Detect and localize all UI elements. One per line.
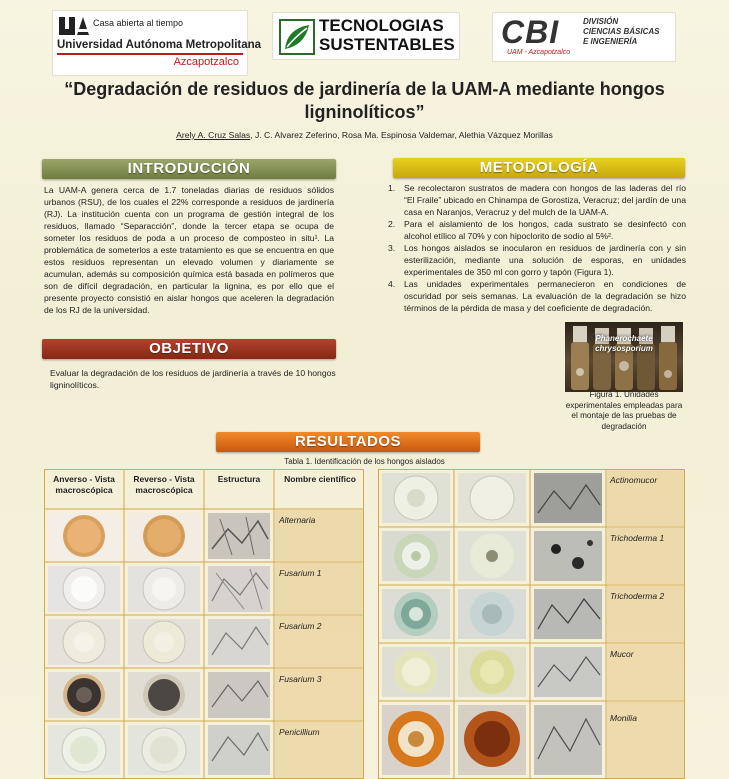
tec-line2: SUSTENTABLES <box>319 35 455 54</box>
intro-heading: INTRODUCCIÓN <box>42 159 336 179</box>
objetivo-text: Evaluar la degradación de los residuos de jardinería a través de 10 hongos ligninolíticos. <box>50 368 336 390</box>
table-row-name: Penicillium <box>279 727 320 737</box>
col-header-estructura: Estructura <box>217 474 261 484</box>
title-line2: ligninolíticos” <box>304 102 425 122</box>
bottles-image <box>565 322 683 392</box>
uam-logo <box>52 10 262 76</box>
results-table-right <box>378 469 685 779</box>
poster-title <box>0 78 729 124</box>
results-table-left <box>44 469 364 779</box>
list-item: 2. Para el aislamiento de los hongos, cada sustrato se desinfectó con alcohol etílico al 70% y con hipoclorito de sodio al 5%². <box>388 219 686 241</box>
table-row-name: Trichoderma 1 <box>610 533 665 543</box>
table-row-name: Fusarium 2 <box>279 621 322 631</box>
authors <box>0 130 729 140</box>
author-main: Arely A. Cruz Salas <box>176 130 251 140</box>
uam-emblem-icon <box>57 15 93 37</box>
uam-tagline: Casa abierta al tiempo <box>93 18 184 28</box>
table-row-name: Alternaria <box>279 515 316 525</box>
list-item: 1. Se recolectaron sustratos de madera con hongos de las laderas del río “El Fraile” ubicado en Chinampa de Gorostiza, Veracruz; del jardín de una casa en Naranjos, Veracruz y del mulch de la UAM-A. <box>388 183 686 217</box>
intro-text: La UAM-A genera cerca de 1.7 toneladas diarias de residuos sólidos urbanos (RSU), de los cuales el 22% corresponde a residuos de jardinería (RJ). La institución cuenta con un programa de gestión integral de los residuos, llamado “Separacción”, donde la tercer etapa se ocupa de someter los residuos de poda a un proceso de composteo in situ¹. La problemática de someterlos a este tratamiento es que se encuentra en que estos residuos representan un elevado volumen y diariamente se acumulan, además su composición química está basada en polímeros que son de difícil degradación, en particular la lignina, es por ello que el presente proyecto consistió en aislar hongos que aceleren la degradación de los RJ de la universidad. <box>44 185 334 315</box>
leaf-icon <box>279 19 315 55</box>
table-row-name: Trichoderma 2 <box>610 591 665 601</box>
metodologia-list <box>388 182 686 314</box>
photo-label-1: Phanerochaete <box>595 334 653 343</box>
authors-rest: , J. C. Alvarez Zeferino, Rosa Ma. Espinosa Valdemar, Alethia Vázquez Morillas <box>250 130 553 140</box>
table-row-name: Fusarium 3 <box>279 674 322 684</box>
uam-divider <box>57 53 243 55</box>
table-row-name: Mucor <box>610 649 634 659</box>
uam-name: Universidad Autónoma Metropolitana <box>57 39 262 51</box>
uam-campus: Azcapotzalco <box>173 56 239 68</box>
cbi-mark: CBI <box>501 14 560 50</box>
cbi-logo <box>492 12 676 62</box>
figure-caption: Figura 1. Unidades experimentales empleadas para el montaje de las pruebas de degradación <box>565 390 683 431</box>
col-header-reverso: Reverso - Vista macroscópica <box>133 474 195 495</box>
list-item: 3. Los hongos aislados se inocularon en residuos de jardinería con y sin esterilización, mediante una solución de esporas, en unidades experimentales de 350 ml con gorro y tapón (Figura 1). <box>388 243 686 277</box>
col-header-nombre: Nombre científico <box>284 474 356 484</box>
experimental-units-photo <box>565 322 683 392</box>
title-line1: “Degradación de residuos de jardinería de la UAM-A mediante hongos <box>64 79 665 99</box>
cbi-line2: CIENCIAS BÁSICAS <box>583 27 660 36</box>
cbi-line3: E INGENIERÍA <box>583 37 638 46</box>
objetivo-heading: OBJETIVO <box>42 339 336 359</box>
table-row-name: Fusarium 1 <box>279 568 322 578</box>
table-row-name: Monilia <box>610 713 637 723</box>
right-table-grid <box>378 469 685 779</box>
tecnologias-logo <box>272 12 460 60</box>
list-item: 4. Las unidades experimentales permanecieron en condiciones de oscuridad por seis semanas. La evaluación de la degradación se hizo términos de la pérdida de masa y del coeficiente de degradación. <box>388 279 686 313</box>
cbi-line1: DIVISIÓN <box>583 17 619 26</box>
photo-label-2: chrysosporium <box>595 344 653 353</box>
resultados-heading: RESULTADOS <box>216 432 480 452</box>
col-header-anverso: Anverso - Vista macroscópica <box>53 474 115 495</box>
table-caption: Tabla 1. Identificación de los hongos aislados <box>284 457 445 466</box>
tec-line1: TECNOLOGIAS <box>319 16 444 35</box>
metodologia-heading: METODOLOGÍA <box>393 158 685 178</box>
table-row-name: Actinomucor <box>610 475 658 485</box>
cbi-sub: UAM - Azcapotzalco <box>507 49 571 56</box>
